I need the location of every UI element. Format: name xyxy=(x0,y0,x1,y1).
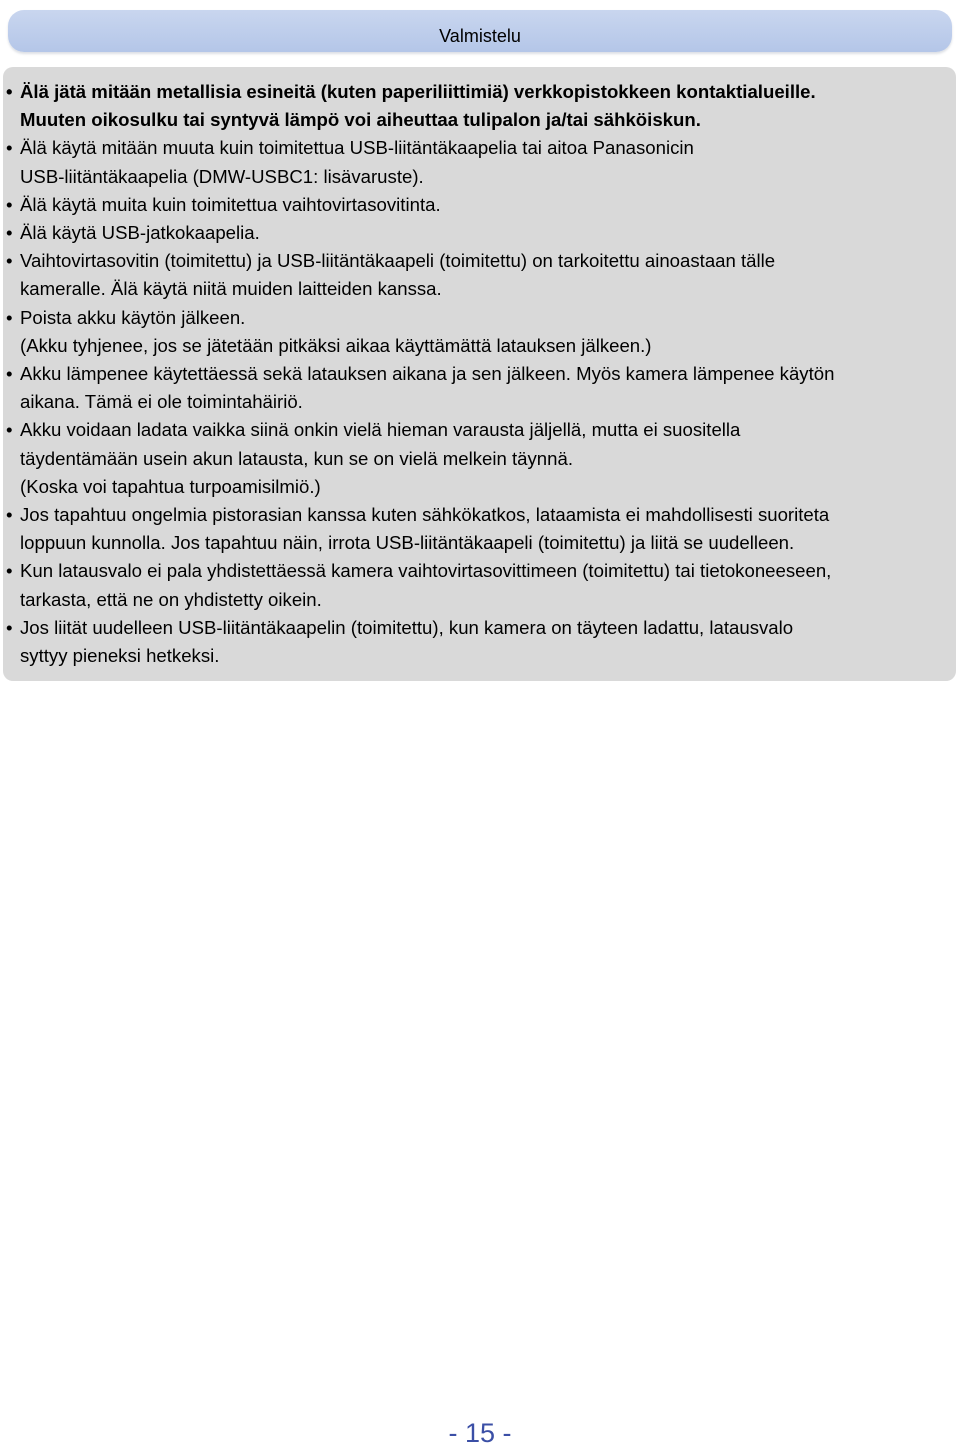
bullet-icon: • xyxy=(6,137,13,159)
section-title: Valmistelu xyxy=(439,26,521,46)
notice-item xyxy=(6,78,952,134)
bullet-icon: • xyxy=(6,616,13,638)
caution-list xyxy=(6,78,952,670)
bullet-icon: • xyxy=(6,363,13,385)
notice-text-line: Akku voidaan ladata vaikka siinä onkin vielä hieman varausta jäljellä, mutta ei suositella xyxy=(20,419,741,441)
notice-text-line: USB-liitäntäkaapelia (DMW-USBC1: lisävaruste). xyxy=(20,165,424,187)
notice-text-line: Jos liität uudelleen USB-liitäntäkaapelin (toimitettu), kun kamera on täyteen ladattu, latausvalo xyxy=(20,616,794,638)
notice-text-line: Muuten oikosulku tai syntyvä lämpö voi aiheuttaa tulipalon ja/tai sähköiskun. xyxy=(20,109,701,131)
notice-item xyxy=(6,614,952,670)
notice-text-line: (Akku tyhjenee, jos se jätetään pitkäksi aikaa käyttämättä latauksen jälkeen.) xyxy=(20,334,652,356)
notice-text-line: Älä käytä muita kuin toimitettua vaihtovirtasovitinta. xyxy=(20,193,441,215)
bullet-icon: • xyxy=(6,81,13,102)
notice-text-line: kameralle. Älä käytä niitä muiden laitteiden kanssa. xyxy=(20,278,442,300)
notice-text-line: Akku lämpenee käytettäessä sekä latauksen aikana ja sen jälkeen. Myös kamera lämpenee käytön xyxy=(20,363,835,385)
notice-text-line: Jos tapahtuu ongelmia pistorasian kanssa kuten sähkökatkos, lataamista ei mahdollisesti suoriteta xyxy=(20,504,830,526)
notice-text-line: Älä käytä mitään muuta kuin toimitettua USB-liitäntäkaapelia tai aitoa Panasonicin xyxy=(20,137,694,159)
bullet-icon: • xyxy=(6,306,13,328)
notice-text-line: aikana. Tämä ei ole toimintahäiriö. xyxy=(20,391,303,413)
notice-item xyxy=(6,247,952,303)
bullet-icon: • xyxy=(6,222,13,244)
notice-text-line: syttyy pieneksi hetkeksi. xyxy=(20,645,220,667)
bullet-icon: • xyxy=(6,504,13,526)
notice-text-line: tarkasta, että ne on yhdistetty oikein. xyxy=(20,588,322,610)
notice-item xyxy=(6,557,952,613)
notice-item xyxy=(6,501,952,557)
notice-text-line: Poista akku käytön jälkeen. xyxy=(20,306,246,328)
bullet-icon: • xyxy=(6,419,13,441)
notice-text-line: (Koska voi tapahtua turpoamisilmiö.) xyxy=(20,475,321,497)
notice-text-line: Kun latausvalo ei pala yhdistettäessä kamera vaihtovirtasovittimeen (toimitettu) tai tietokoneeseen, xyxy=(20,560,832,582)
bullet-icon: • xyxy=(6,250,13,272)
notice-text-line: Älä käytä USB-jatkokaapelia. xyxy=(20,222,260,244)
page-number: - 15 - xyxy=(448,1418,512,1448)
notice-item xyxy=(6,360,952,416)
notice-item xyxy=(6,191,952,219)
notice-item xyxy=(6,219,952,247)
bullet-icon: • xyxy=(6,193,13,215)
notice-item xyxy=(6,134,952,190)
notice-text-line: loppuun kunnolla. Jos tapahtuu näin, irrota USB-liitäntäkaapeli (toimitettu) ja liitä se uudelleen. xyxy=(20,532,795,554)
notice-item xyxy=(6,304,952,360)
notice-text-line: Älä jätä mitään metallisia esineitä (kuten paperiliittimiä) verkkopistokkeen kontaktialueille. xyxy=(20,81,816,102)
bullet-icon: • xyxy=(6,560,13,582)
notice-item xyxy=(6,416,952,501)
notice-text-line: Vaihtovirtasovitin (toimitettu) ja USB-liitäntäkaapeli (toimitettu) on tarkoitettu ainoastaan tälle xyxy=(20,250,776,272)
notice-text-line: täydentämään usein akun latausta, kun se on vielä melkein täynnä. xyxy=(20,447,574,469)
